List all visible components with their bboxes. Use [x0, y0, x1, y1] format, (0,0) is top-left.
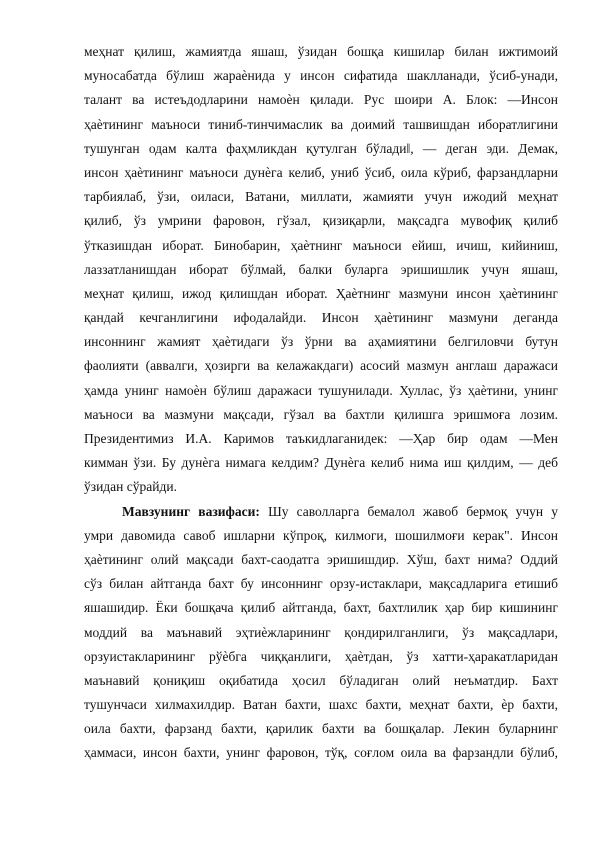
text-line: муносабатда бўлиш жараѐнида у инсон сифатида шаклланади, ўсиб-унади, — [84, 68, 558, 84]
paragraph-topic-task — [84, 500, 558, 766]
text-line: умри давомида савоб ишларни кўпроқ, килмоги, шошилмоғи керак". Инсон — [84, 527, 558, 543]
text-line: тушунчаси хилмахилдир. Ватан бахти, шахс бахти, меҳнат бахти, ѐр бахти, — [84, 697, 558, 713]
text-line: Президентимиз И.А. Каримов таъкидлаганидек: ―Ҳар бир одам ―Мен — [84, 431, 558, 446]
text-line: маъноси ва мазмуни мақсади, гўзал ва бахтли қилишга эришмоға лозим. — [84, 406, 558, 422]
document-page — [84, 40, 558, 766]
text-line: лаззатланишдан иборат бўлмай, балки буларга эришишлик учун яшаш, — [84, 261, 558, 277]
text-line: тушунган одам калта фаҳмликдан қутулган бўлади‖, — деган эди. Демак, — [84, 140, 558, 156]
text-line: меҳнат қилиш, ижод қилишдан иборат. Ҳаѐтнинг мазмуни инсон ҳаѐтининг — [84, 285, 558, 301]
text-line: сўз билан айтганда бахт бу инсоннинг орзу-истаклари, мақсадларига етишиб — [84, 576, 558, 592]
text-line: ўзидан сўрайди. — [84, 479, 177, 495]
text-line: қилиб, ўз умрини фаровон, гўзал, қизиқарли, мақсадга мувофиқ қилиб — [84, 213, 558, 229]
paragraph-meaning-of-life — [84, 40, 558, 500]
section-heading: Мавзунинг вазифаси: — [122, 503, 260, 519]
text-run: Шу саволларга бемалол жавоб бермоқ учун у — [268, 503, 558, 519]
text-line: оила бахти, фарзанд бахти, қарилик бахти ва бошқалар. Лекин буларнинг — [84, 721, 558, 737]
text-line: инсон ҳаѐтининг маъноси дунѐга келиб, униб ўсиб, оила кўриб, фарзандларни — [84, 164, 558, 180]
text-line: моддий ва маънавий эҳтиѐжларининг қондирилганлиги, ўз мақсадлари, — [84, 624, 558, 640]
paragraph-first-line — [84, 500, 558, 524]
text-line: инсоннинг жамият ҳаѐтидаги ўз ўрни ва аҳамиятини белгиловчи бутун — [84, 334, 558, 350]
text-line: орзуистакларининг рўѐбга чиққанлиги, ҳаѐтдан, ўз хатти-ҳаракатларидан — [84, 648, 558, 664]
text-line: ҳамда унинг намоѐн бўлиш даражаси тушунилади. Хуллас, ўз ҳаѐтини, унинг — [84, 382, 558, 398]
text-line: тарбиялаб, ўзи, оиласи, Ватани, миллати, жамияти учун ижодий меҳнат — [84, 189, 558, 205]
text-line: ўтказишдан иборат. Бинобарин, ҳаѐтнинг маъноси ейиш, ичиш, кийиниш, — [84, 237, 558, 253]
text-line: қандай кечганлигини ифодалайди. Инсон ҳаѐтининг мазмуни деганда — [84, 310, 558, 326]
text-line: маънавий қониқиш оқибатида ҳосил бўладиган олий неъматдир. Бахт — [84, 672, 558, 688]
text-line: ҳаѐтининг олий мақсади бахт-саодатга эришишдир. Хўш, бахт нима? Оддий — [84, 551, 558, 567]
text-line: ҳаѐтининг маъноси тиниб-тинчимаслик ва доимий ташвишдан иборатлигини — [84, 116, 558, 132]
text-line: яшашидир. Ёки бошқача қилиб айтганда, бахт, бахтлилик ҳар бир кишининг — [84, 600, 558, 616]
text-line: фаолияти (аввалги, ҳозирги ва келажакдаги) асосий мазмун англаш даражаси — [84, 358, 558, 374]
text-line: ҳаммаси, инсон бахти, унинг фаровон, тўқ, соғлом оила ва фарзандли бўлиб, — [84, 745, 558, 761]
text-line: меҳнат қилиш, жамиятда яшаш, ўзидан бошқа кишилар билан ижтимоий — [84, 44, 558, 59]
text-line: кимман ўзи. Бу дунѐга нимага келдим? Дунѐга келиб нима иш қилдим, — деб — [84, 455, 558, 471]
text-line: талант ва истеъдодларини намоѐн қилади. Рус шоири А. Блок: ―Инсон — [84, 92, 558, 108]
